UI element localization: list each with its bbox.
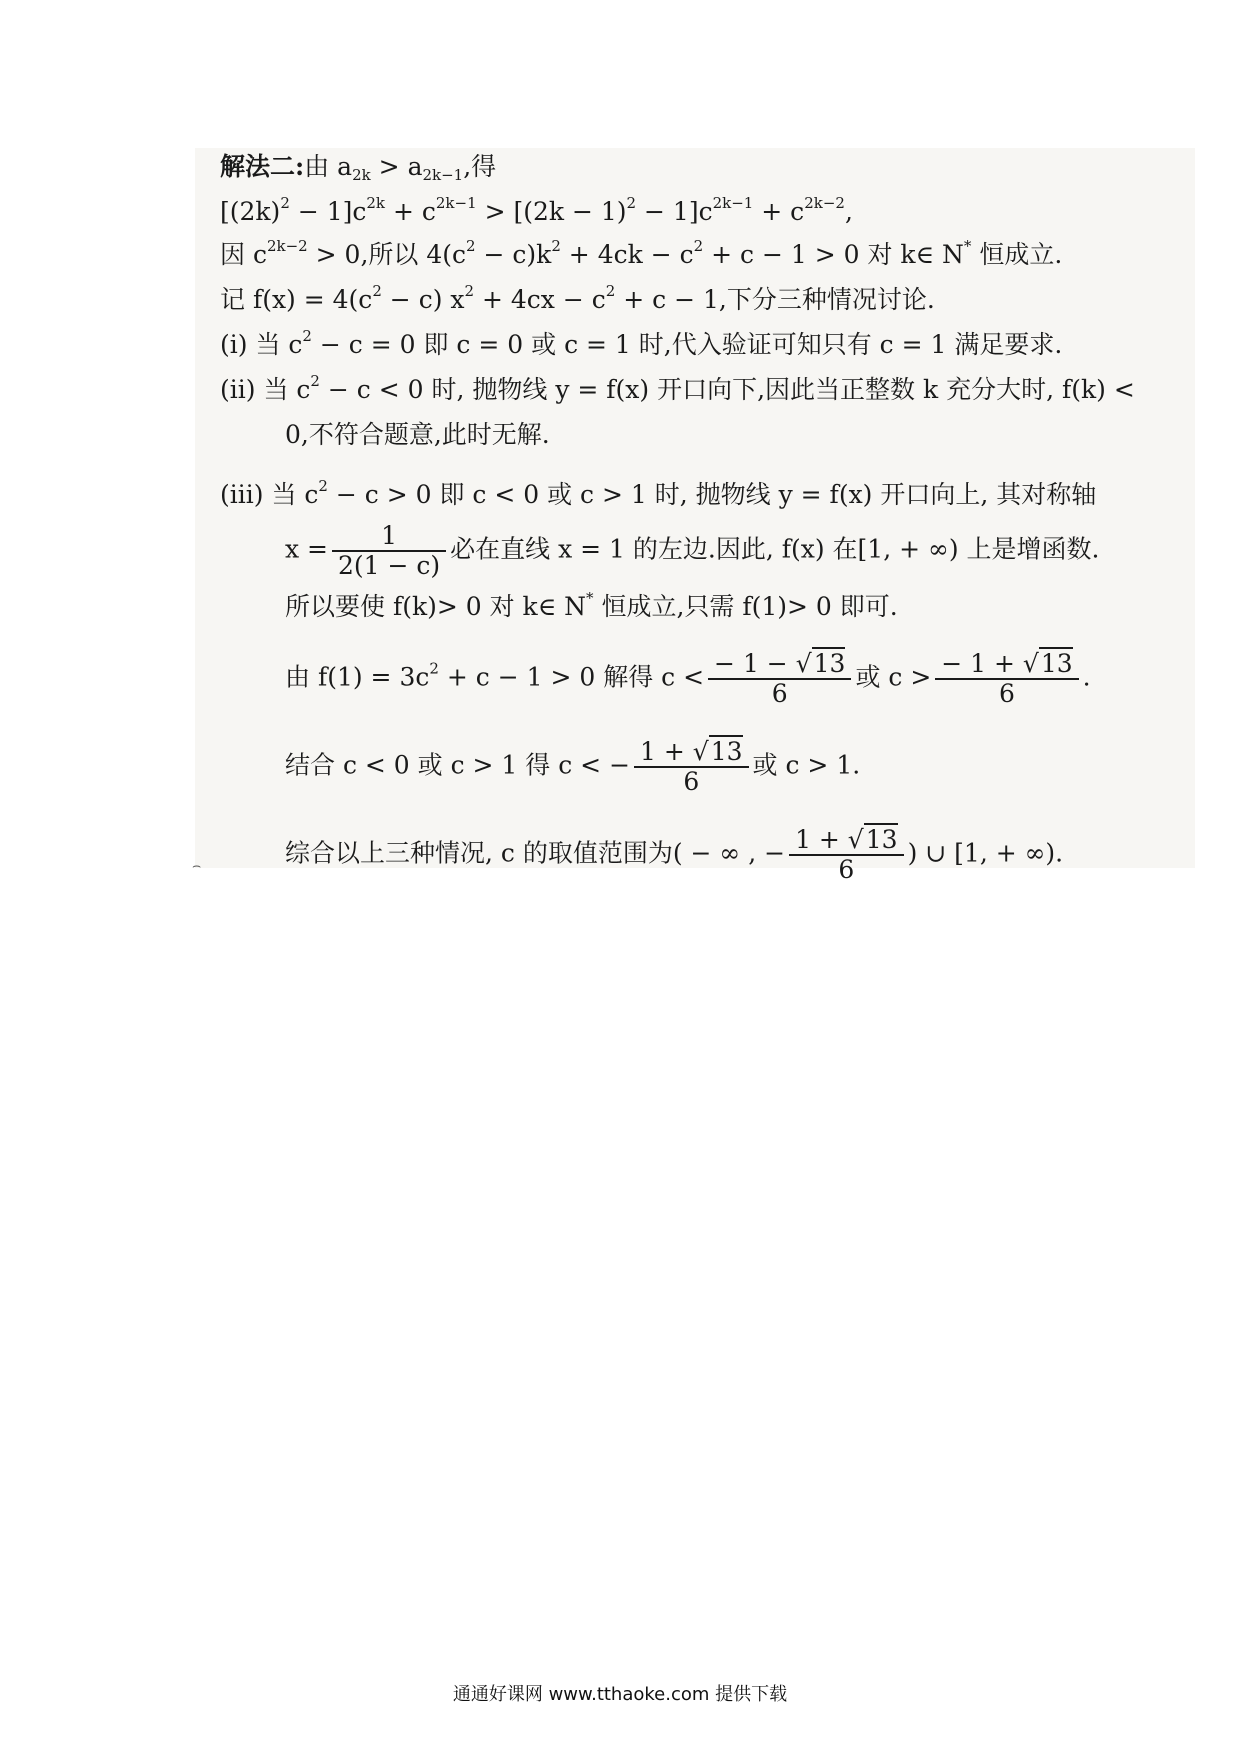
page-footer: 通通好课网 www.tthaoke.com 提供下载 [452,1684,788,1705]
solution-line-3: 因 $c^{2k-2} > 0$,所以 $4(c^2 - c)k^2 + 4ck - c^2 + c - 1 > 0$ 对 k∈ N* 恒成立. [220,237,1063,269]
case-3-line: (ⅲ) 当 $c^2 - c > 0$ 即 c < 0 或 c > 1 时, 抛物线 y = f(x) 开口向上, 其对称轴 [220,477,1097,509]
fraction-root-1: $\frac{- 1 - √13}{6}$ [708,650,851,708]
fraction-axis: $\frac{1}{2(1 - c)}$ [332,522,446,580]
combine-line: 结合 c < 0 或 c > 1 得 c < − $\frac{1 + √13}{6}$ 或 c > 1. [285,737,861,796]
case-2-line: (ⅱ) 当 $c^2 - c < 0$ 时, 抛物线 y = f(x) 开口向下,因此当正整数 k 充分大时, f(k) < [220,372,1135,404]
fraction-root-2: $\frac{- 1 + √13}{6}$ [935,650,1078,708]
solution-line-2: $[(2k)^2 - 1]c^{2k} + c^{2k-1} > [(2k - 1)^2 - 1]c^{2k-1} + c^{2k-2}$, [220,194,853,226]
fraction-root-4: $\frac{1 + √13}{6}$ [789,826,904,884]
scan-artifact: ⌢ [192,858,202,874]
symmetry-axis-line: x = $\frac{1}{2(1 - c)}$ 必在直线 x = 1 的左边.因此, f(x) 在[1, + ∞) 上是增函数. [285,521,1100,580]
fraction-root-3: $\frac{1 + √13}{6}$ [634,738,749,796]
case-1-line: (ⅰ) 当 $c^2 - c = 0$ 即 c = 0 或 c = 1 时,代入验证可知只有 c = 1 满足要求. [220,327,1063,359]
case-2-continuation: 0,不符合题意,此时无解. [285,420,550,449]
solve-inequality-line: 由 $f(1) = 3c^2 + c - 1 > 0$ 解得 c < $\frac{- 1 - √13}{6}$ 或 c > $\frac{- 1 + √13}{6}$ . [285,649,1091,708]
solution-line-1: 解法二:由 $a_{2k} > a_{2k-1}$,得 [220,152,497,184]
solution-heading: 解法二: [220,152,305,181]
condition-line: 所以要使 f(k)> 0 对 k∈ N* 恒成立,只需 f(1)> 0 即可. [285,589,898,621]
final-answer-line: 综合以上三种情况, c 的取值范围为( − ∞ , − $\frac{1 + √13}{6}$ ) ∪ [1, + ∞). [285,825,1064,884]
solution-line-4: 记 $f(x) = 4(c^2 - c) x^2 + 4cx - c^2 + c - 1$,下分三种情况讨论. [220,282,935,314]
